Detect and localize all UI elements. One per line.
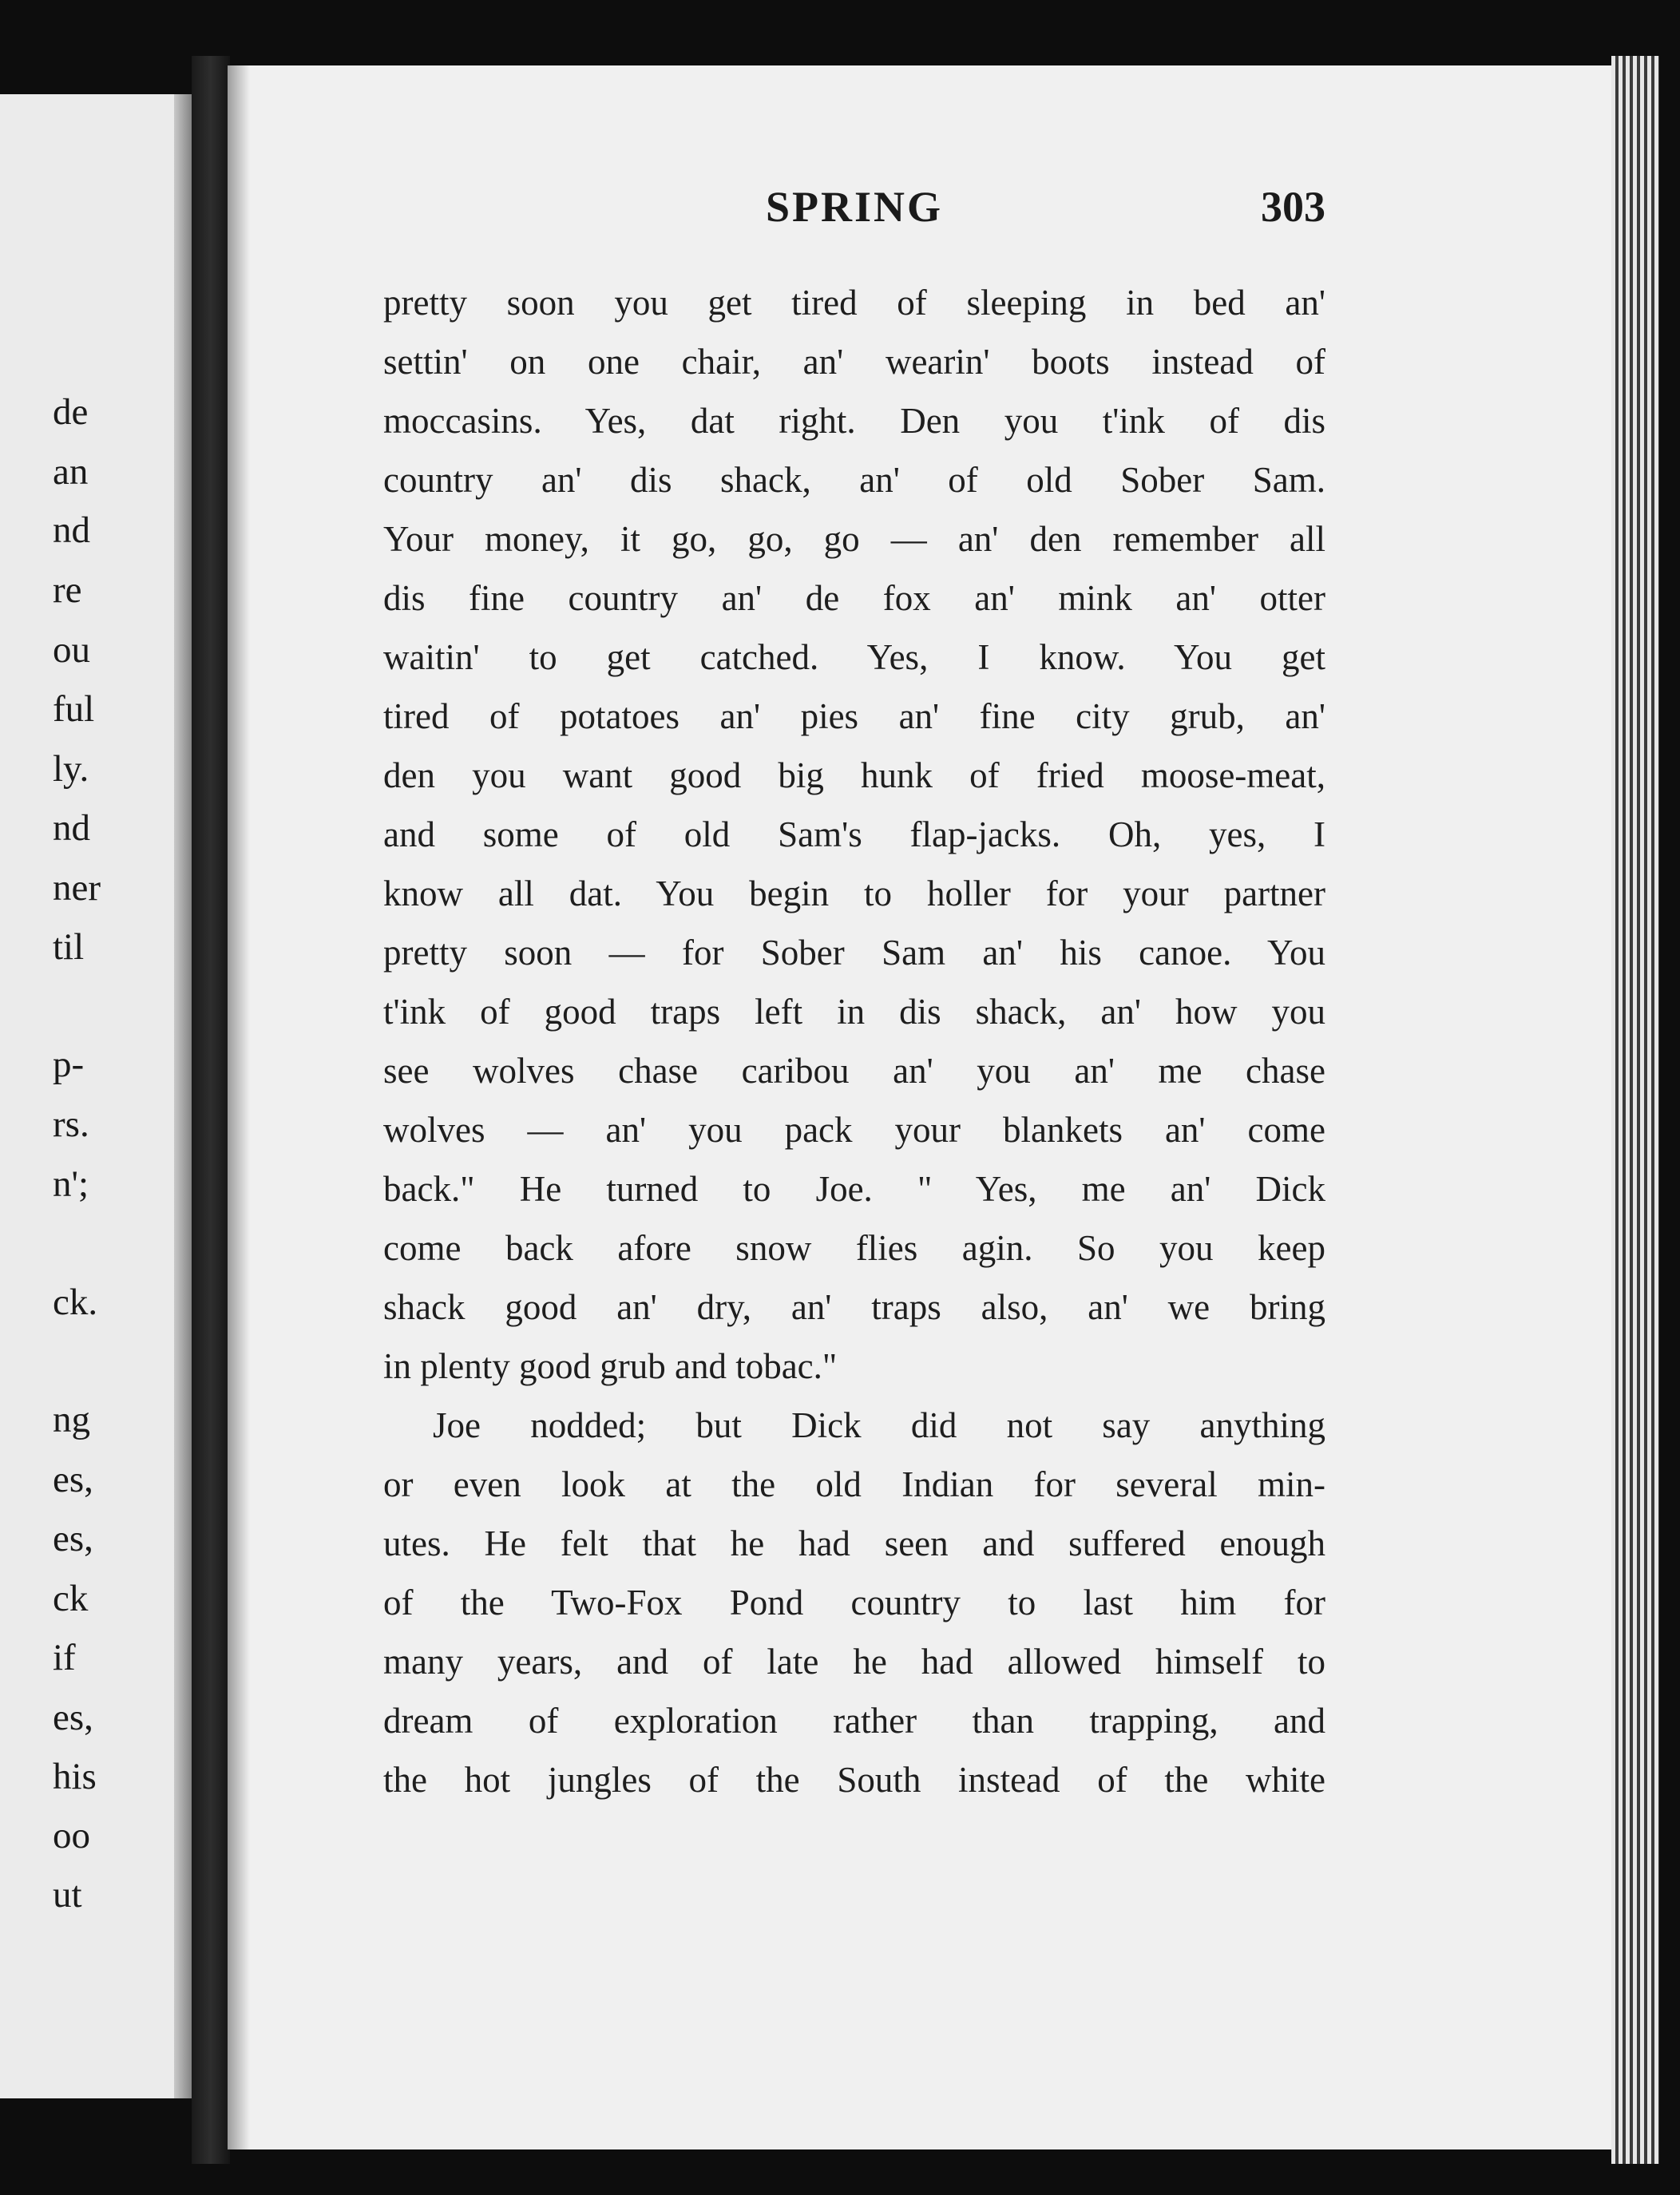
left-page-fragment: his — [53, 1756, 97, 1797]
left-page-fragment: ful — [53, 688, 95, 730]
left-page-fragment: til — [53, 926, 85, 968]
body-text — [383, 273, 1325, 1809]
page-header — [383, 182, 1325, 246]
left-page-fragment: ut — [53, 1874, 82, 1916]
text-line: the hot jungles of the South instead of the white — [383, 1760, 1325, 1800]
page-inner-shadow — [228, 65, 250, 2149]
left-page-fragment: nd — [53, 807, 90, 849]
left-page-fragment: ou — [53, 629, 90, 671]
running-head: SPRING — [765, 183, 944, 231]
text-line: come back afore snow flies agin. So you keep — [383, 1228, 1325, 1268]
left-page-fragment: ck — [53, 1578, 89, 1619]
text-line: moccasins. Yes, dat right. Den you t'ink of dis — [383, 401, 1325, 441]
page-number: 303 — [1261, 183, 1325, 231]
text-line: dis fine country an' de fox an' mink an' otter — [383, 578, 1325, 618]
left-page-fragment: es, — [53, 1697, 93, 1738]
text-line: t'ink of good traps left in dis shack, an' how you — [383, 992, 1325, 1032]
left-page-fragment: ng — [53, 1399, 90, 1440]
left-page-fragment: nd — [53, 509, 90, 551]
left-page-fragment: an — [53, 451, 89, 493]
page-edges — [1611, 56, 1659, 2164]
book-binding-gutter — [192, 56, 230, 2164]
text-line: of the Two-Fox Pond country to last him for — [383, 1583, 1325, 1622]
text-line: waitin' to get catched. Yes, I know. You get — [383, 637, 1325, 677]
left-page-fragment: rs. — [53, 1103, 89, 1145]
text-line: pretty soon — for Sober Sam an' his canoe. You — [383, 933, 1325, 973]
text-line: pretty soon you get tired of sleeping in bed an' — [383, 283, 1325, 323]
text-line: utes. He felt that he had seen and suffered enough — [383, 1523, 1325, 1563]
text-line: dream of exploration rather than trapping, and — [383, 1701, 1325, 1741]
left-page-fragment: ner — [53, 867, 101, 909]
text-line: in plenty good grub and tobac." — [383, 1346, 838, 1386]
text-line: or even look at the old Indian for several min- — [383, 1464, 1325, 1504]
left-page-fragment: oo — [53, 1815, 90, 1856]
text-line: settin' on one chair, an' wearin' boots instead of — [383, 342, 1325, 382]
text-line: country an' dis shack, an' of old Sober Sam. — [383, 460, 1325, 500]
text-line: know all dat. You begin to holler for your partner — [383, 874, 1325, 913]
left-page-fragment: de — [53, 391, 89, 433]
text-line: many years, and of late he had allowed himself to — [383, 1642, 1325, 1682]
text-line: tired of potatoes an' pies an' fine city grub, an' — [383, 696, 1325, 736]
left-page-fragment: n'; — [53, 1163, 89, 1205]
previous-page — [0, 94, 190, 2098]
left-page-fragment: es, — [53, 1518, 93, 1559]
left-page-fragment: ly. — [53, 748, 89, 790]
text-line: wolves — an' you pack your blankets an' come — [383, 1110, 1325, 1150]
left-page-fragment: es, — [53, 1459, 93, 1500]
text-line: back." He turned to Joe. " Yes, me an' Dick — [383, 1169, 1325, 1209]
text-line: shack good an' dry, an' traps also, an' we bring — [383, 1287, 1325, 1327]
text-line: den you want good big hunk of fried moose-meat, — [383, 755, 1325, 795]
text-line: see wolves chase caribou an' you an' me chase — [383, 1051, 1325, 1091]
left-page-fragment: if — [53, 1637, 76, 1678]
text-line: Your money, it go, go, go — an' den remember all — [383, 519, 1325, 559]
left-page-fragment: ck. — [53, 1282, 98, 1323]
left-page-fragment: re — [53, 569, 82, 611]
text-line: Joe nodded; but Dick did not say anything — [433, 1405, 1325, 1445]
text-line: and some of old Sam's flap-jacks. Oh, yes, I — [383, 814, 1325, 854]
left-page-fragment: p- — [53, 1044, 85, 1085]
